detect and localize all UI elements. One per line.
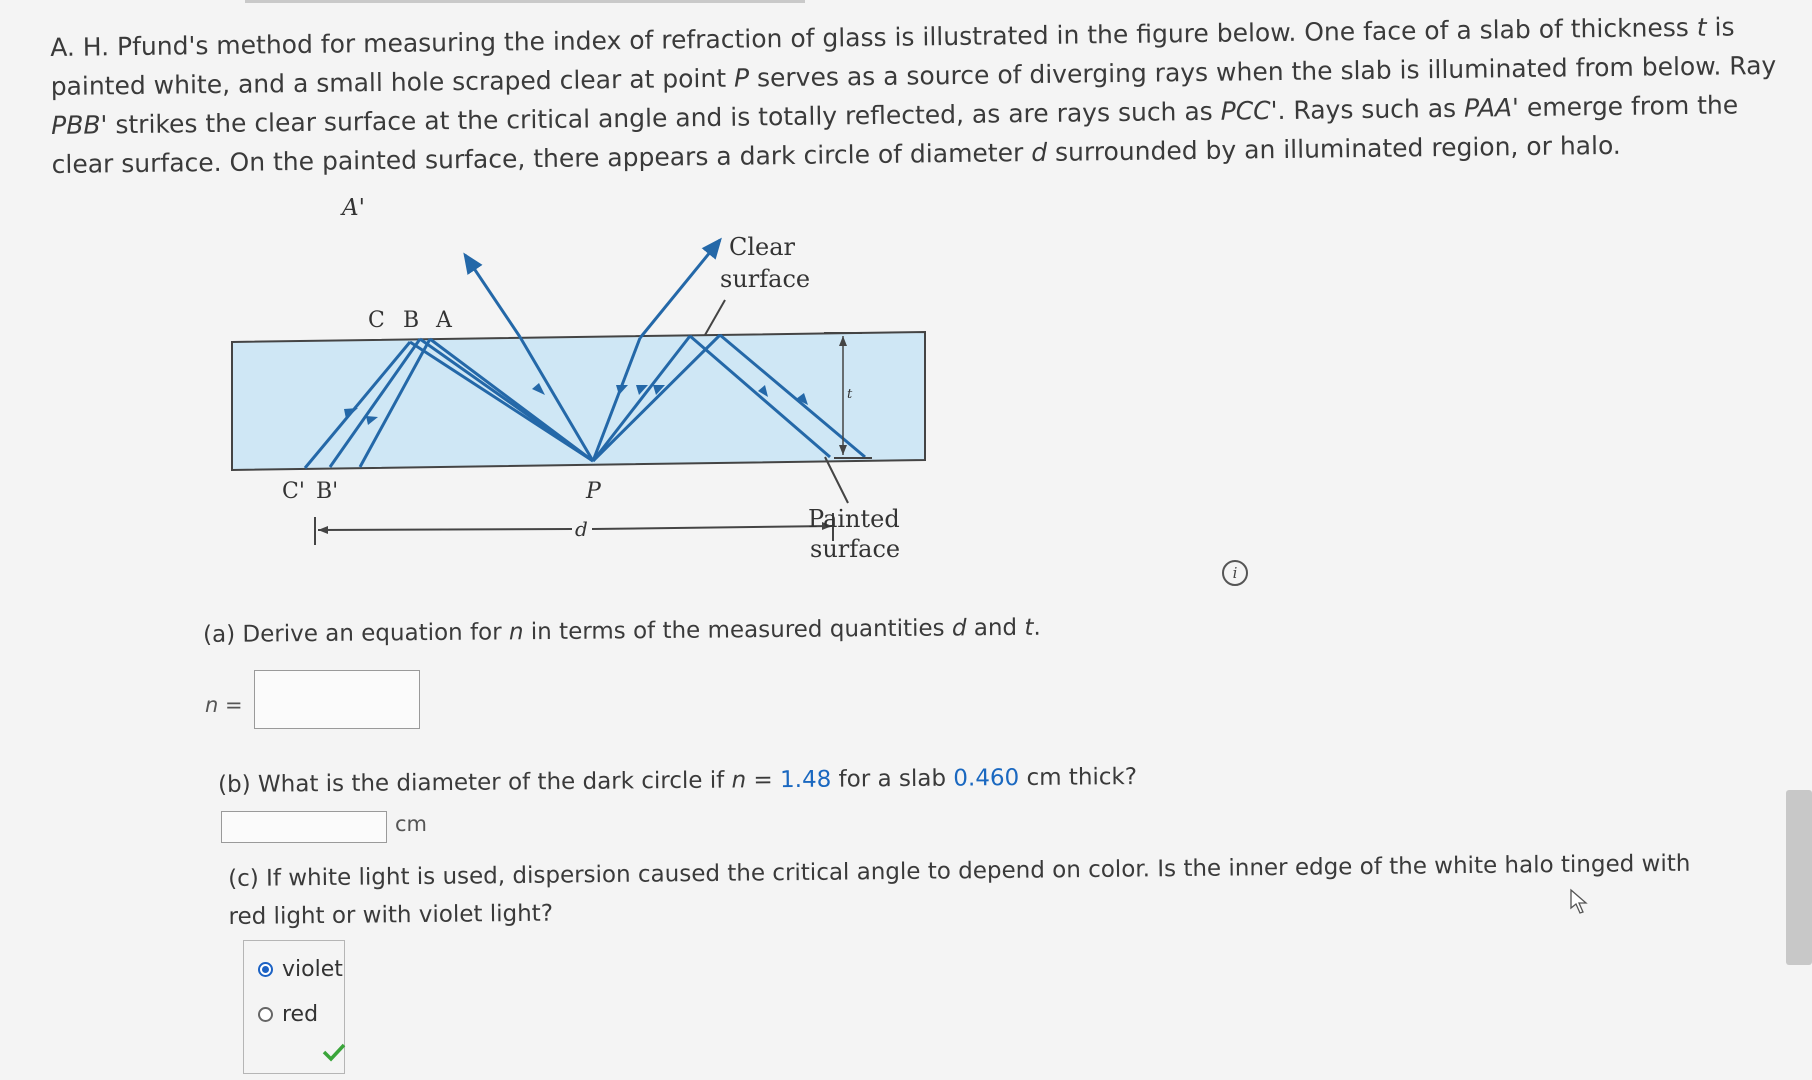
- label-b-prime: B': [316, 479, 339, 504]
- option-red[interactable]: [258, 1002, 318, 1027]
- part-b-answer-input[interactable]: [221, 811, 387, 843]
- label-a-prime: A': [342, 195, 365, 221]
- part-c-question: (c) If white light is used, dispersion caused the critical angle to depend on color. Is the inner edge of the white halo tinged with red light or with violet light?: [228, 850, 1691, 930]
- label-clear-2: surface: [720, 265, 811, 293]
- clear-surface-pointer: [705, 300, 725, 335]
- label-d: d: [575, 517, 588, 541]
- problem-statement: A. H. Pfund's method for measuring the index of refraction of glass is illustrated in the figure below. One face of a slab of thickness t is painted white, and a small hole scraped clear at point P serves as a source of diverging rays when the slab is illuminated from below. Ray PBB' strikes the clear surface at the critical angle and is totally reflected, as are rays such as PCC'. Rays such as PAA' emerge from the clear surface. On the painted surface, there appears a dark circle of diameter d surrounded by an illuminated region, or halo.: [50, 12, 1777, 179]
- radio-red[interactable]: [258, 1007, 273, 1022]
- option-violet-label: violet: [282, 957, 343, 982]
- radio-violet[interactable]: [258, 962, 273, 977]
- painted-surface-pointer: [825, 457, 848, 503]
- label-a: A: [436, 308, 452, 333]
- label-p: P: [586, 479, 601, 504]
- label-b: B: [403, 308, 420, 333]
- n-equals-label: n =: [205, 693, 243, 717]
- part-c-choices: [243, 940, 345, 1074]
- mouse-pointer-icon: [1568, 888, 1594, 916]
- part-b-question: (b) What is the diameter of the dark circle if n = 1.48 for a slab 0.460 cm thick?: [218, 763, 1138, 798]
- part-a-question: (a) Derive an equation for n in terms of the measured quantities d and t.: [203, 614, 1041, 648]
- correct-check-icon: [322, 1042, 346, 1062]
- part-b-unit: cm: [395, 812, 428, 836]
- label-c-prime: C': [282, 479, 305, 504]
- option-violet[interactable]: [258, 957, 343, 982]
- top-divider: [245, 0, 805, 3]
- label-t: t: [847, 387, 853, 402]
- part-a-answer-input[interactable]: [254, 670, 420, 729]
- pfund-method-figure: [220, 195, 1010, 575]
- label-c: C: [368, 308, 385, 333]
- label-painted-2: surface: [810, 535, 901, 563]
- scrollbar-thumb[interactable]: [1786, 790, 1812, 965]
- option-red-label: red: [282, 1002, 319, 1027]
- info-icon[interactable]: i: [1222, 560, 1248, 586]
- label-painted-1: Painted: [808, 505, 900, 533]
- label-clear-1: Clear: [729, 233, 796, 261]
